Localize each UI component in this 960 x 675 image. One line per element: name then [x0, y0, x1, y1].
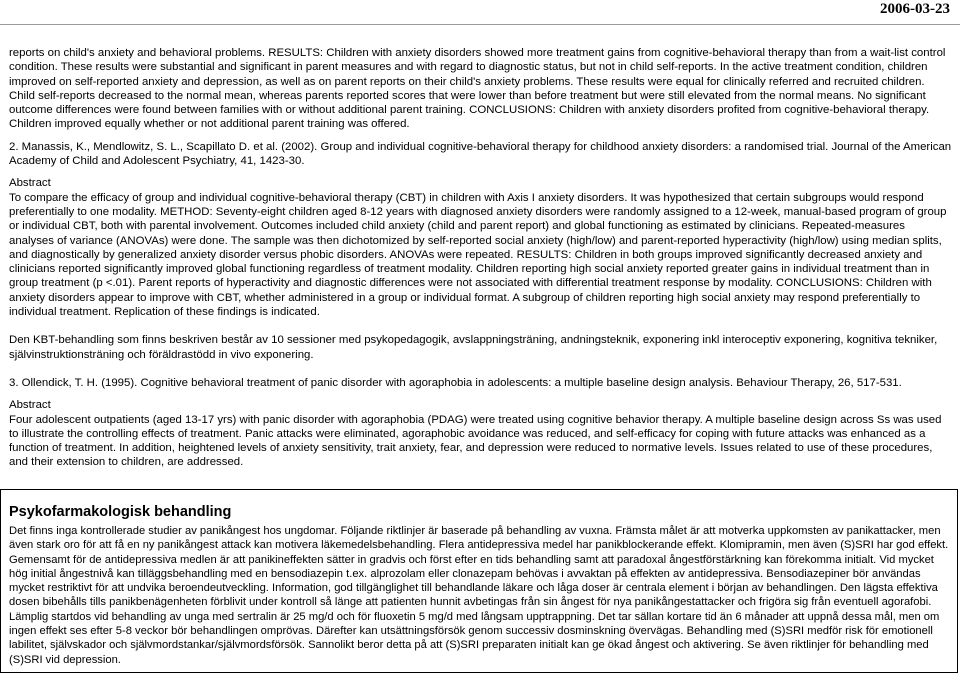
section-title: Psykofarmakologisk behandling [9, 504, 232, 520]
document-body [9, 46, 953, 470]
pharmacology-section [0, 489, 958, 673]
reference-3: 3. Ollendick, T. H. (1995). Cognitive behavioral treatment of panic disorder with agoraphobia in adolescents: a multiple baseline design analysis. Behaviour Therapy, 26, 517-531. [9, 376, 902, 389]
swedish-note: Den KBT-behandling som finns beskriven består av 10 sessioner med psykopedagogik, avslappningsträning, andningsteknik, exponering inkl interoceptiv exponering, kognitiva tekniker, självinstruktionsträning och föräldrastödd in vivo exponering. [9, 334, 938, 361]
abstract-text-2: To compare the efficacy of group and individual cognitive-behavioral therapy (CBT) in children with Axis I anxiety disorders. It was hypothesized that certain subgroups would respond preferentially to one modality. METHOD: Seventy-eight children aged 8-12 years with diagnosed anxiety disorders were randomly assigned to a 12-week, manual-based program of group or individual CBT, both with parental involvement. Outcomes included child anxiety (child and parent report) and global functioning as estimated by clinicians. Repeated-measures analyses of variance (ANOVAs) were done. The sample was then dichotomized by self-reported social anxiety (high/low) and parent-reported hyperactivity (high/low) using median splits, and diagnostically by generalized anxiety disorder versus phobic disorders. ANOVAs were repeated. RESULTS: Children in both groups improved significantly decreased anxiety and clinicians reported significantly improved global functioning regardless of treatment modality. Children reporting high social anxiety reported greater gains in individual treatment than in group treatment (p <.01). Parent reports of hyperactivity and diagnostic differences were not associated with differential treatment response by modality. CONCLUSIONS: Children with anxiety disorders appear to improve with CBT, whether administered in a group or individual format. A subgroup of children reporting high social anxiety may respond preferentially to individual treatment. Replication of these findings is indicated. [9, 191, 947, 319]
abstract-label-2: Abstract [9, 399, 51, 412]
abstract-label-1: Abstract [9, 177, 51, 190]
header-divider [0, 24, 960, 25]
reference-2: 2. Manassis, K., Mendlowitz, S. L., Scapillato D. et al. (2002). Group and individual cognitive-behavioral therapy for childhood anxiety disorders: a randomised trial. Journal of the American Academy of Child and Adolescent Psychiatry, 41, 1423-30. [9, 140, 952, 168]
section-body: Det finns inga kontrollerade studier av panikångest hos ungdomar. Följande riktlinjer är baserade på behandling av vuxna. Främsta målet är att motverka uppkomsten av panikattacker, men även stark oro för att få en ny panikångest attack kan motivera läkemedelsbehandling. Flera antidepressiva medel har panikblockerande effekt. Klomipramin, men även (S)SRI har god effekt. Gemensamt för de antidepressiva medlen är att panikineffekten sätter in gradvis och först efter en tids behandling samt att paradoxal ångestförstärkning kan förekomma initialt. Vid mycket hög initial ångestnivå kan tilläggsbehandling med en bensodiazepin t.ex. alprozolam eller clonazepam behövas i avvaktan på effekten av antidepressiva. Bensodiazepiner bör användas mycket restriktivt för att undvika beroendeutveckling. Information, god tillgänglighet till behandlande läkare och låga doser är centrala element i början av behandlingen. Den lägsta effektiva dosen bibehålls tills panikbenägenheten förblivit under kontroll så länge att patienten hunnit avbetingas från sin ångest för nya panikångestattacker och frigöra sig från eventuell agorafobi. Lämplig startdos vid behandling av unga med sertralin är 25 mg/d och för fluoxetin 5 mg/d med långsam upptrappning. Det tar sällan kortare tid än 6 månader att uppnå dessa mål, men om ingen effekt ses efter 5-8 veckor bör behandlingen omprövas. Därefter kan utsättningsförsök genom successiv dosminskning övervägas. Behandling med (S)SRI medför risk för emotionell labilitet, självskador och självmordstankar/självmordsförsök. Sannolikt beror detta på att (S)SRI preparaten initialt kan ge ökad ångest och aktivering. Se även riktlinjer för behandling med (S)SRI vid depression. [9, 525, 949, 666]
abstract-text-3: Four adolescent outpatients (aged 13-17 yrs) with panic disorder with agoraphobia (PDAG) were treated using cognitive behavior therapy. A multiple baseline design across Ss was used to illustrate the controlling effects of treatment. Panic attacks were eliminated, agoraphobic avoidance was reduced, and self-efficacy for coping with future attacks was enhanced as a function of treatment. In addition, heightened levels of anxiety sensitivity, trait anxiety, fear, and depression were reduced to normative levels. Issues related to use of these procedures, and their extension to children, are addressed. [9, 413, 942, 469]
header-date: 2006-03-23 [880, 1, 950, 17]
results-paragraph: reports on child's anxiety and behavioral problems. RESULTS: Children with anxiety disorders showed more treatment gains from cognitive-behavioral therapy than from a wait-list control condition. These results were substantial and significant in parent measures and with regard to diagnostic status, but not in child self-reports. In the active treatment condition, children improved on self-reported anxiety and depression, as well as on parent reports on their child's anxiety problems. These results were equal for clinically referred and recruited children. Child self-reports decreased to the normal mean, whereas parents reported scores that were lower than before treatment but were still elevated from the normal means. No significant outcome differences were found between families with or without additional parent training. CONCLUSIONS: Children with anxiety disorders profited from cognitive-behavioral therapy. Children improved equally whether or not additional parent training was offered. [9, 47, 946, 131]
